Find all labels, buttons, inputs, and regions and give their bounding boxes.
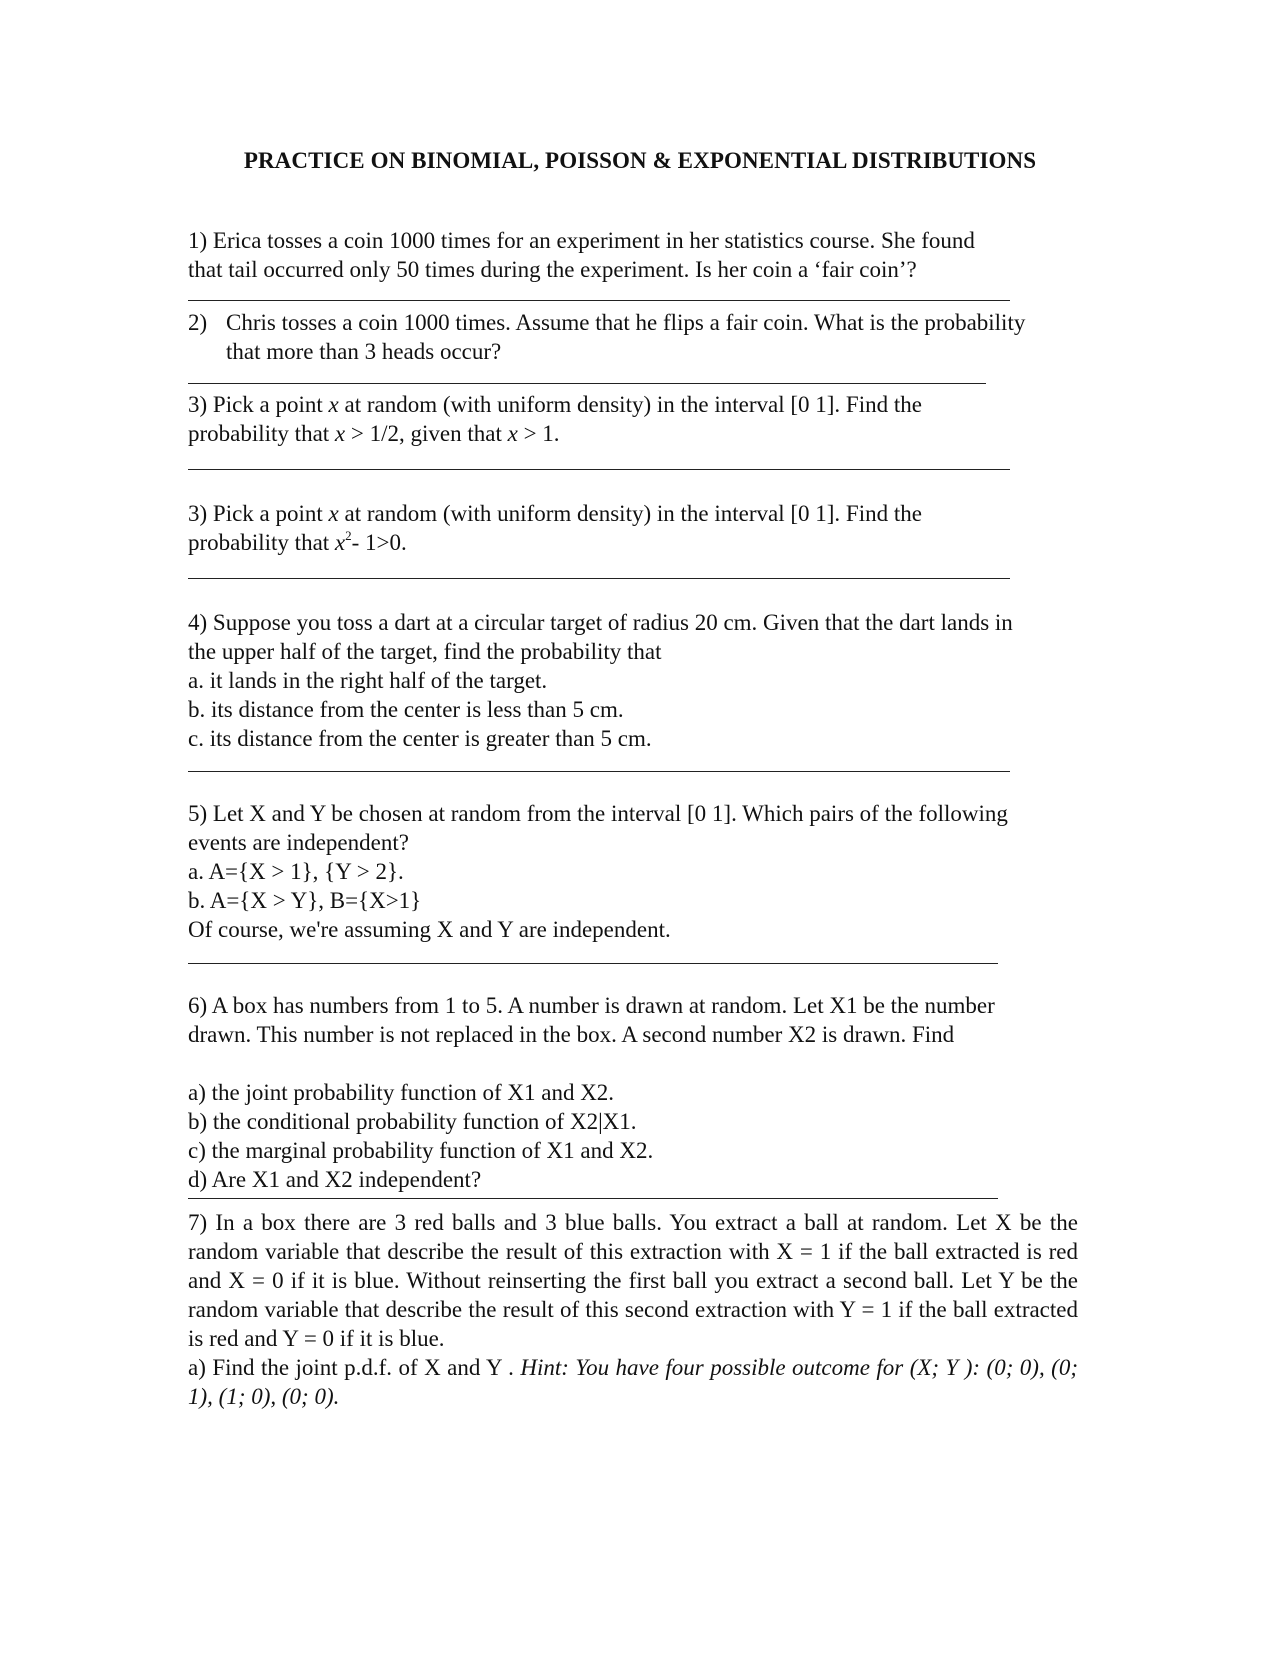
question-4 [188, 608, 1086, 753]
variable-x: x [328, 392, 339, 417]
question-1 [188, 226, 1086, 284]
question-7-text: 7) In a box there are 3 red balls and 3 blue balls. You extract a ball at random. Let X be the random variable that describe the result of this extraction with X = 1 if the ball extracted is red and X = 0 if it is blue. Without reinserting the first ball you extract a second ball. Let Y be the random variable that describe the result of this second extraction with Y = 1 if the ball extracted is red and Y = 0 if it is blue. [188, 1210, 1078, 1351]
question-5-line-1: 5) Let X and Y be chosen at random from the interval [0 1]. Which pairs of the following [188, 801, 1008, 826]
question-4-line-1: 4) Suppose you toss a dart at a circular target of radius 20 cm. Given that the dart lands in [188, 610, 1013, 635]
question-7-hint: Hint: You have four possible outcome for (X; Y ): (0; 0), (0; 1), (1; 0), (0; 0). [188, 1355, 1078, 1409]
question-6-line-2: drawn. This number is not replaced in the box. A second number X2 is drawn. Find [188, 1022, 955, 1047]
question-7-part-a-text: a) Find the joint p.d.f. of X and Y . [188, 1355, 521, 1380]
variable-x: x [328, 501, 339, 526]
answer-line-3 [188, 469, 1010, 470]
question-3a-text-4: > 1/2, given that [345, 421, 508, 446]
question-6-part-a: a) the joint probability function of X1 and X2. [188, 1080, 615, 1105]
answer-line-2 [188, 383, 986, 384]
question-6-part-d: d) Are X1 and X2 independent? [188, 1167, 482, 1192]
question-3a-text-3: probability that [188, 421, 335, 446]
question-7 [188, 1208, 1078, 1411]
question-7-part-a [188, 1353, 1078, 1411]
question-5-part-a: a. A={X > 1}, {Y > 2}. [188, 859, 404, 884]
question-3b [188, 499, 1086, 557]
variable-x: x [334, 421, 346, 446]
answer-line-1 [188, 300, 1010, 301]
question-6-part-c: c) the marginal probability function of X1 and X2. [188, 1138, 654, 1163]
question-2-number: 2) [188, 310, 208, 335]
answer-line-6 [188, 963, 998, 964]
question-3b-text-1: 3) Pick a point [188, 501, 329, 526]
variable-x: x [507, 421, 518, 446]
question-3a-text-1: 3) Pick a point [188, 392, 329, 417]
question-5-part-b: b. A={X > Y}, B={X>1} [188, 888, 422, 913]
question-4-part-b: b. its distance from the center is less than 5 cm. [188, 697, 624, 722]
question-3b-text-3: probability that [188, 530, 335, 555]
question-4-part-a: a. it lands in the right half of the target. [188, 668, 548, 693]
question-3a [188, 390, 1086, 448]
question-6 [188, 991, 1086, 1194]
answer-line-5 [188, 771, 1010, 772]
exponent: 2 [345, 528, 352, 543]
question-5-note: Of course, we're assuming X and Y are independent. [188, 917, 671, 942]
question-1-line-1: 1) Erica tosses a coin 1000 times for an experiment in her statistics course. She found [188, 228, 975, 253]
question-3b-text-4: - 1>0. [351, 530, 407, 555]
page-title: PRACTICE ON BINOMIAL, POISSON & EXPONENTIAL DISTRIBUTIONS [243, 148, 1037, 173]
question-6-line-1: 6) A box has numbers from 1 to 5. A number is drawn at random. Let X1 be the number [188, 993, 995, 1018]
question-4-part-c: c. its distance from the center is greater than 5 cm. [188, 726, 652, 751]
question-1-line-2: that tail occurred only 50 times during the experiment. Is her coin a ‘fair coin’? [188, 257, 917, 282]
question-2 [188, 308, 1062, 366]
question-6-part-b: b) the conditional probability function of X2|X1. [188, 1109, 637, 1134]
answer-line-7 [188, 1198, 998, 1199]
question-5 [188, 799, 1086, 944]
question-5-line-2: events are independent? [188, 830, 409, 855]
question-3b-text-2: at random (with uniform density) in the interval [0 1]. Find the [338, 501, 922, 526]
variable-x: x [334, 530, 346, 555]
question-4-line-2: the upper half of the target, find the probability that [188, 639, 662, 664]
question-3a-text-5: > 1. [517, 421, 560, 446]
question-2-text: Chris tosses a coin 1000 times. Assume that he flips a fair coin. What is the probability that more than 3 heads occur? [226, 310, 1026, 364]
question-3a-text-2: at random (with uniform density) in the interval [0 1]. Find the [338, 392, 922, 417]
answer-line-4 [188, 578, 1010, 579]
